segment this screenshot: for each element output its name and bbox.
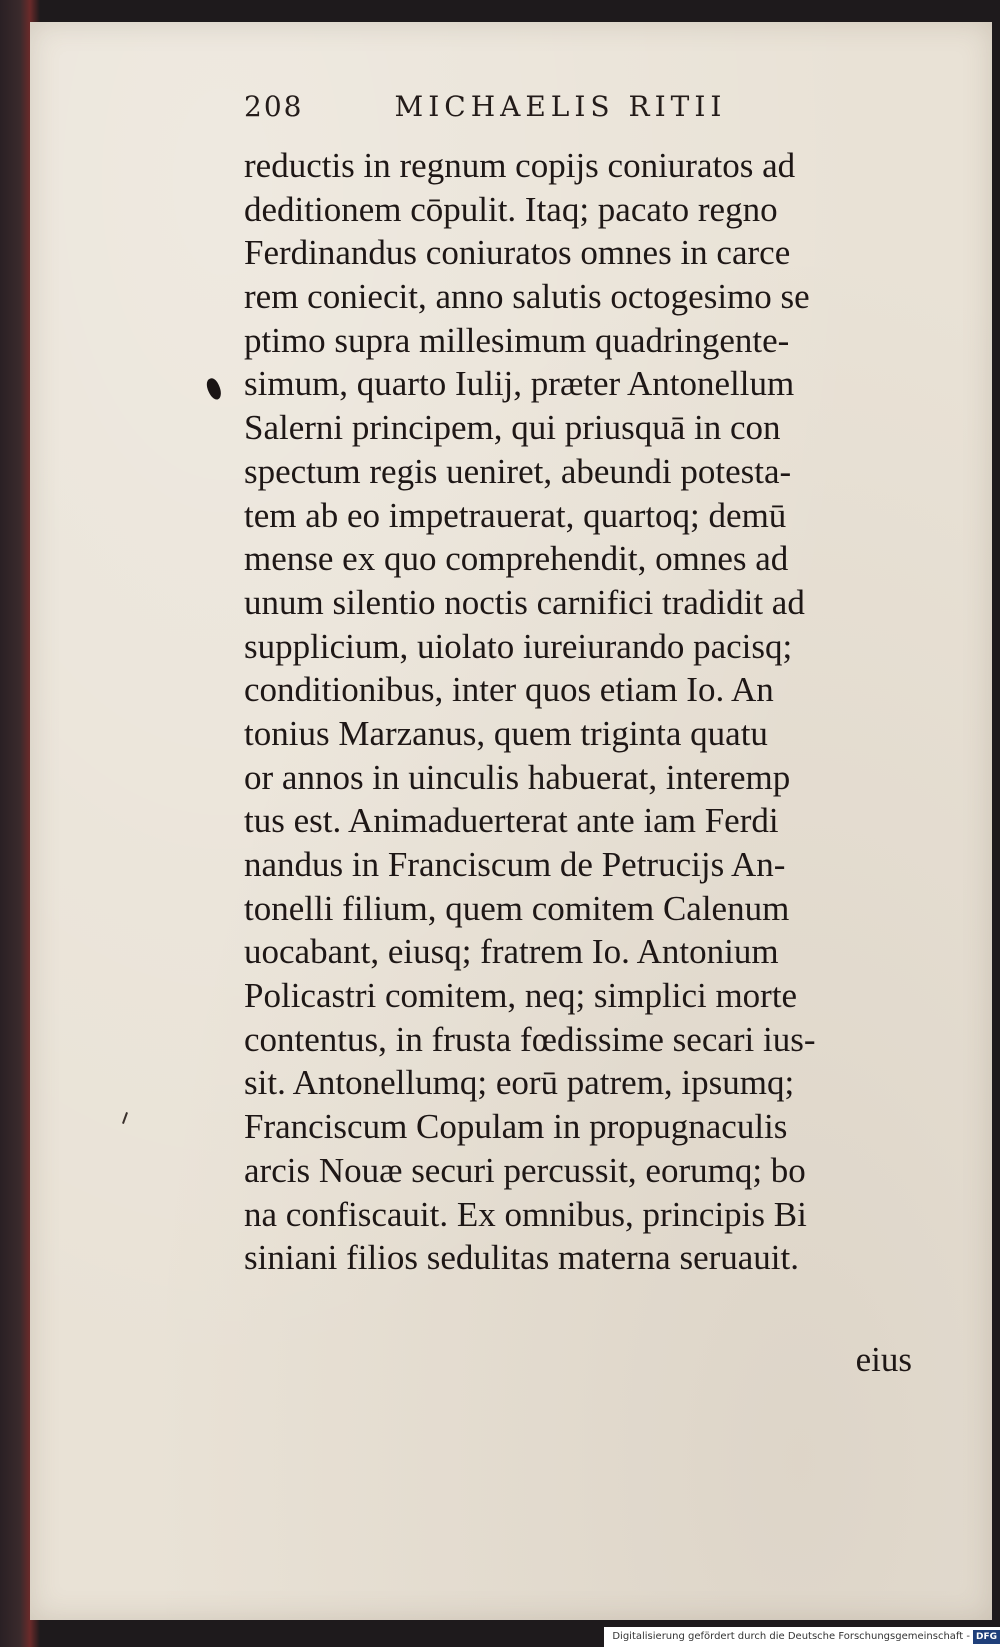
ink-mark — [204, 376, 224, 401]
text-line: tus est. Animaduerterat ante iam Ferdi — [244, 801, 779, 841]
text-line: rem coniecit, anno salutis octogesimo se — [244, 277, 810, 317]
text-line: or annos in uinculis habuerat, interemp — [244, 757, 791, 797]
text-line: contentus, in frusta fœdissime secari ius- — [244, 1019, 816, 1059]
footer-credit: Digitalisierung gefördert durch die Deutsche Forschungsgemeinschaft - — [612, 1631, 970, 1642]
text-line: supplicium, uiolato iureiurando pacisq; — [244, 626, 793, 666]
running-head — [244, 90, 726, 130]
text-line: simum, quarto Iulij, præter Antonellum — [244, 364, 795, 404]
text-line: ptimo supra millesimum quadringente- — [244, 320, 790, 360]
text-line: reductis in regnum copijs coniuratos ad — [244, 146, 796, 185]
text-line: Franciscum Copulam in propugnaculis — [244, 1107, 788, 1147]
catchword: eius — [855, 1340, 912, 1379]
text-line: mense ex quo comprehendit, omnes ad — [244, 539, 789, 579]
text-line: na confiscauit. Ex omnibus, principis Bi — [244, 1194, 807, 1234]
text-line: arcis Nouæ securi percussit, eorumq; bo — [244, 1150, 806, 1190]
text-line: Salerni principem, qui priusquā in con — [244, 408, 781, 448]
text-line: spectum regis ueniret, abeundi potesta- — [244, 451, 792, 491]
page-number: 208 — [244, 90, 304, 123]
text-line: Ferdinandus coniuratos omnes in carce — [244, 233, 791, 273]
text-line: sit. Antonellumq; eorū patrem, ipsumq; — [244, 1063, 795, 1103]
text-line: deditionem cōpulit. Itaq; pacato regno — [244, 189, 778, 229]
running-title: MICHAELIS RITII — [394, 90, 727, 123]
text-line: conditionibus, inter quos etiam Io. An — [244, 670, 774, 710]
ink-mark — [122, 1112, 128, 1124]
text-line: uocabant, eiusq; fratrem Io. Antonium — [244, 932, 779, 972]
text-line: nandus in Franciscum de Petrucijs An- — [244, 845, 786, 884]
text-line: tem ab eo impetrauerat, quartoq; demū — [244, 495, 787, 535]
digitization-footer — [604, 1627, 1000, 1647]
text-line: Policastri comitem, neq; simplici morte — [244, 976, 798, 1016]
book-page — [30, 22, 992, 1620]
body-text — [244, 144, 944, 1280]
text-line: unum silentio noctis carnifici tradidit ad — [244, 582, 805, 622]
text-line: tonelli filium, quem comitem Calenum — [244, 888, 790, 928]
dfg-logo: DFG — [973, 1630, 1000, 1644]
text-line: tonius Marzanus, quem triginta quatu — [244, 713, 768, 753]
text-line: siniani filios sedulitas materna seruauit. — [244, 1238, 800, 1278]
